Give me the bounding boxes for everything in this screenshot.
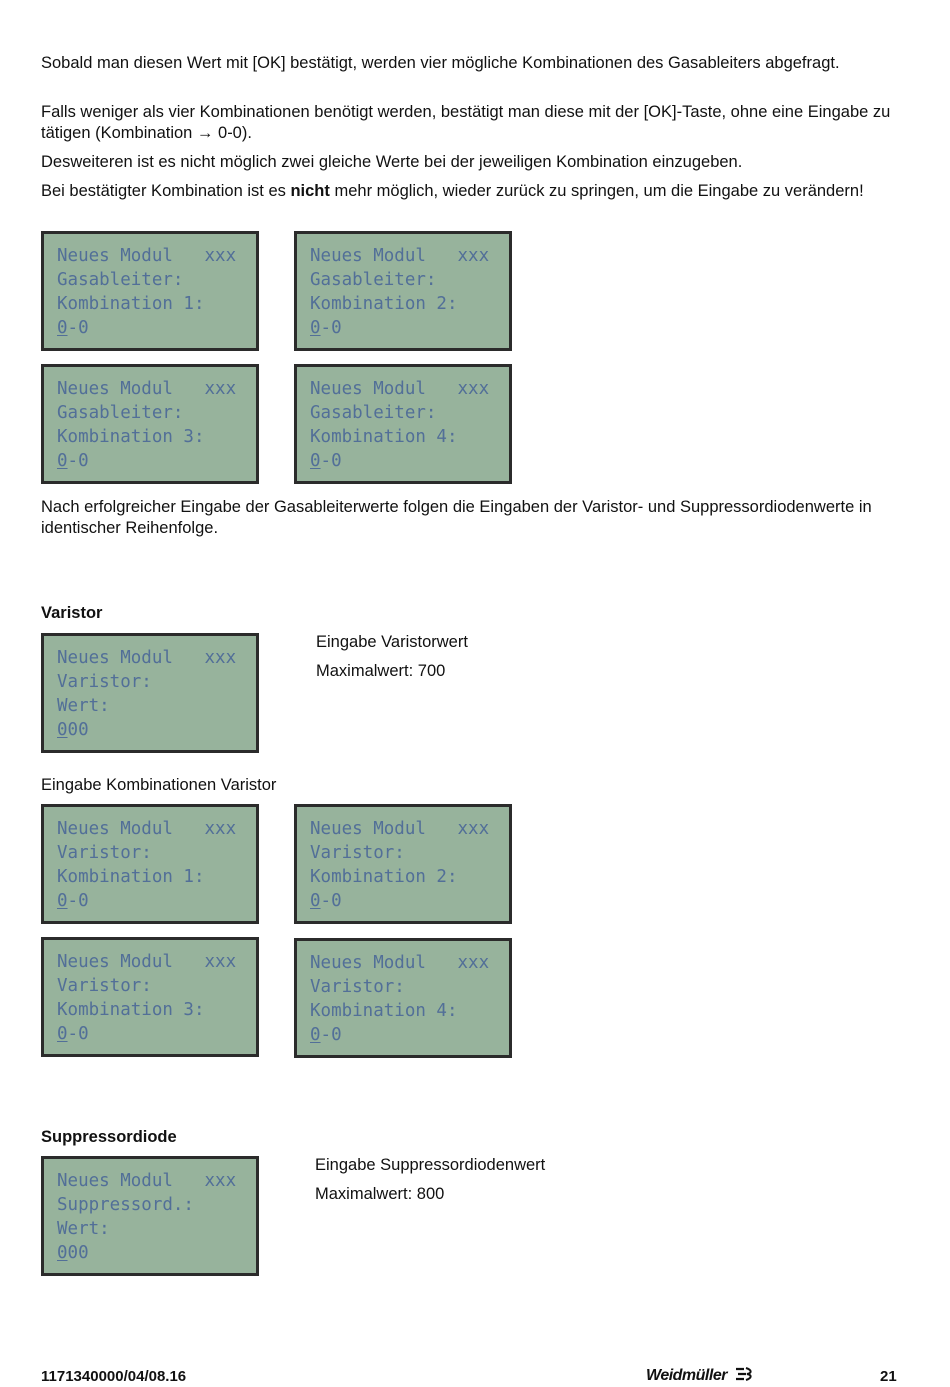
lcd-varistor-value: Neues Modul xxx Varistor: Wert: 000 xyxy=(41,633,259,753)
cursor-digit: 0 xyxy=(57,720,68,740)
varistor-combinations-heading: Eingabe Kombinationen Varistor xyxy=(41,776,277,794)
cursor-digit: 0 xyxy=(310,451,321,471)
suppressor-heading: Suppressordiode xyxy=(41,1128,177,1146)
suppressor-note-max: Maximalwert: 800 xyxy=(315,1185,445,1203)
suppressor-note-input: Eingabe Suppressordiodenwert xyxy=(315,1156,546,1174)
after-gas-paragraph: Nach erfolgreicher Eingabe der Gasableiterwerte folgen die Eingaben der Varistor- und Suppressordiodenwerte in identischer Reihenfolge. xyxy=(41,498,872,537)
weidmueller-mark-icon xyxy=(734,1366,754,1382)
page-number: 21 xyxy=(880,1368,897,1385)
intro-paragraph-2: Falls weniger als vier Kombinationen benötigt werden, bestätigt man diese mit der [OK]-Taste, ohne eine Eingabe zu tätigen (Kombination → 0-0). xyxy=(41,103,891,142)
varistor-note-max: Maximalwert: 700 xyxy=(316,662,446,680)
cursor-digit: 0 xyxy=(310,318,321,338)
lcd-varistor-combination-2: Neues Modul xxx Varistor: Kombination 2: 0-0 xyxy=(294,804,512,924)
lcd-suppressor-value: Neues Modul xxx Suppressord.: Wert: 000 xyxy=(41,1156,259,1276)
lcd-varistor-combination-4: Neues Modul xxx Varistor: Kombination 4: 0-0 xyxy=(294,938,512,1058)
lcd-gas-combination-2: Neues Modul xxx Gasableiter: Kombination 2: 0-0 xyxy=(294,231,512,351)
lcd-varistor-combination-1: Neues Modul xxx Varistor: Kombination 1: 0-0 xyxy=(41,804,259,924)
footer-doc-number: 1171340000/04/08.16 xyxy=(41,1368,187,1385)
emphasis-nicht: nicht xyxy=(290,182,330,200)
intro-paragraph-4: Bei bestätigter Kombination ist es nicht mehr möglich, wieder zurück zu springen, um die Eingabe zu verändern! xyxy=(41,182,864,200)
cursor-digit: 0 xyxy=(310,1025,321,1045)
cursor-digit: 0 xyxy=(57,1024,68,1044)
cursor-digit: 0 xyxy=(57,318,68,338)
varistor-heading: Varistor xyxy=(41,604,103,622)
lcd-gas-combination-3: Neues Modul xxx Gasableiter: Kombination 3: 0-0 xyxy=(41,364,259,484)
brand-name: Weidmüller xyxy=(646,1367,727,1384)
brand-logo xyxy=(646,1366,754,1385)
cursor-digit: 0 xyxy=(57,1243,68,1263)
cursor-digit: 0 xyxy=(57,891,68,911)
lcd-gas-combination-1: Neues Modul xxx Gasableiter: Kombination 1: 0-0 xyxy=(41,231,259,351)
intro-paragraph-3: Desweiteren ist es nicht möglich zwei gleiche Werte bei der jeweiligen Kombination einzugeben. xyxy=(41,153,743,171)
cursor-digit: 0 xyxy=(57,451,68,471)
lcd-varistor-combination-3: Neues Modul xxx Varistor: Kombination 3: 0-0 xyxy=(41,937,259,1057)
intro-paragraph-1: Sobald man diesen Wert mit [OK] bestätigt, werden vier mögliche Kombinationen des Gasableiters abgefragt. xyxy=(41,54,840,72)
cursor-digit: 0 xyxy=(310,891,321,911)
lcd-gas-combination-4: Neues Modul xxx Gasableiter: Kombination 4: 0-0 xyxy=(294,364,512,484)
varistor-note-input: Eingabe Varistorwert xyxy=(316,633,468,651)
